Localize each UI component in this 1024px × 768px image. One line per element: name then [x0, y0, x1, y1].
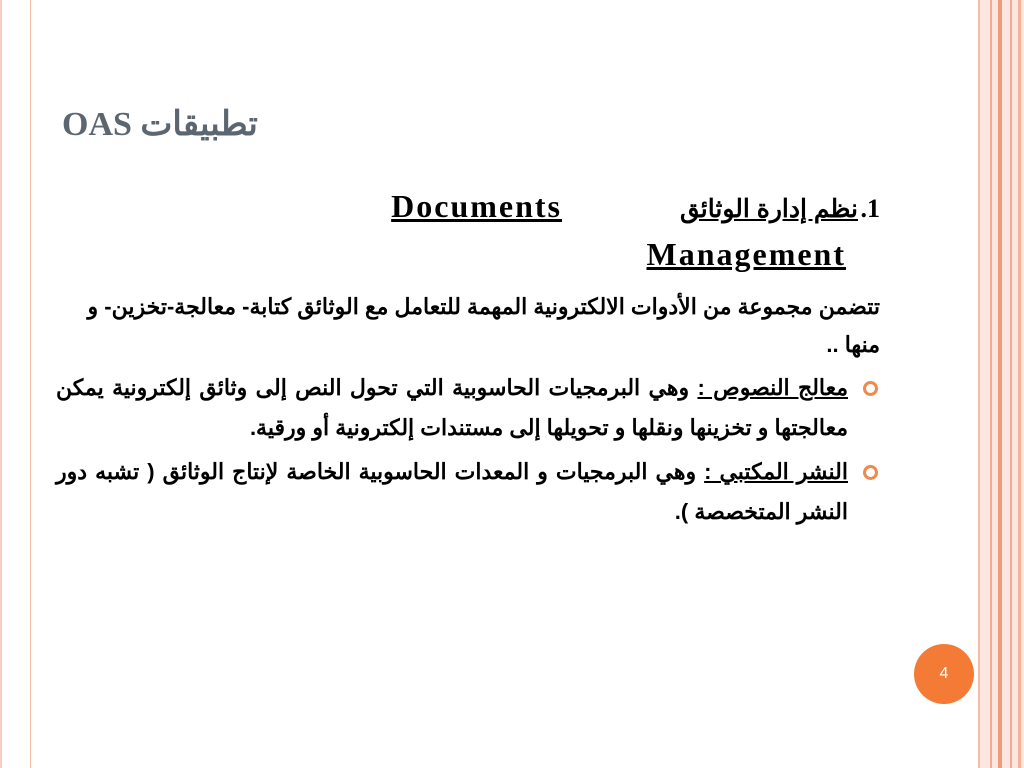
slide-content	[56, 180, 880, 532]
bullet-item	[56, 368, 880, 448]
bullet-item	[56, 452, 880, 532]
left-border-line	[0, 0, 2, 768]
bullet-term: معالج النصوص :	[697, 375, 848, 400]
heading-arabic: نظم إدارة الوثائق	[679, 195, 858, 223]
border-stripe	[990, 0, 992, 768]
bullet-text: وهي البرمجيات و المعدات الحاسوبية الخاصة لإنتاج الوثائق ( تشبه دور النشر المتخصصة ).	[56, 459, 848, 524]
border-stripe	[1018, 0, 1021, 768]
heading-english-line2: Management	[646, 236, 846, 272]
heading-english-line1: Documents	[391, 188, 562, 224]
slide-title: تطبيقات OAS	[62, 106, 258, 143]
border-stripe	[1010, 0, 1012, 768]
border-stripe	[978, 0, 980, 768]
bullet-term: النشر المكتبي :	[704, 459, 848, 484]
left-frame-line	[30, 0, 31, 768]
right-striped-border	[978, 0, 1024, 768]
section-heading	[56, 180, 880, 280]
heading-number: 1.	[860, 194, 880, 223]
page-number-badge: 4	[914, 644, 974, 704]
bullet-circle-icon	[863, 465, 878, 480]
border-stripe	[998, 0, 1002, 768]
bullet-text: وهي البرمجيات الحاسوبية التي تحول النص إلى وثائق إلكترونية يمكن معالجتها و تخزينها ونقلها و تحويلها إلى مستندات إلكترونية أو ورقية.	[56, 375, 848, 440]
intro-paragraph: تتضمن مجموعة من الأدوات الالكترونية المهمة للتعامل مع الوثائق كتابة- معالجة-تخزين- و منها ..	[87, 294, 880, 357]
bullet-circle-icon	[863, 381, 878, 396]
